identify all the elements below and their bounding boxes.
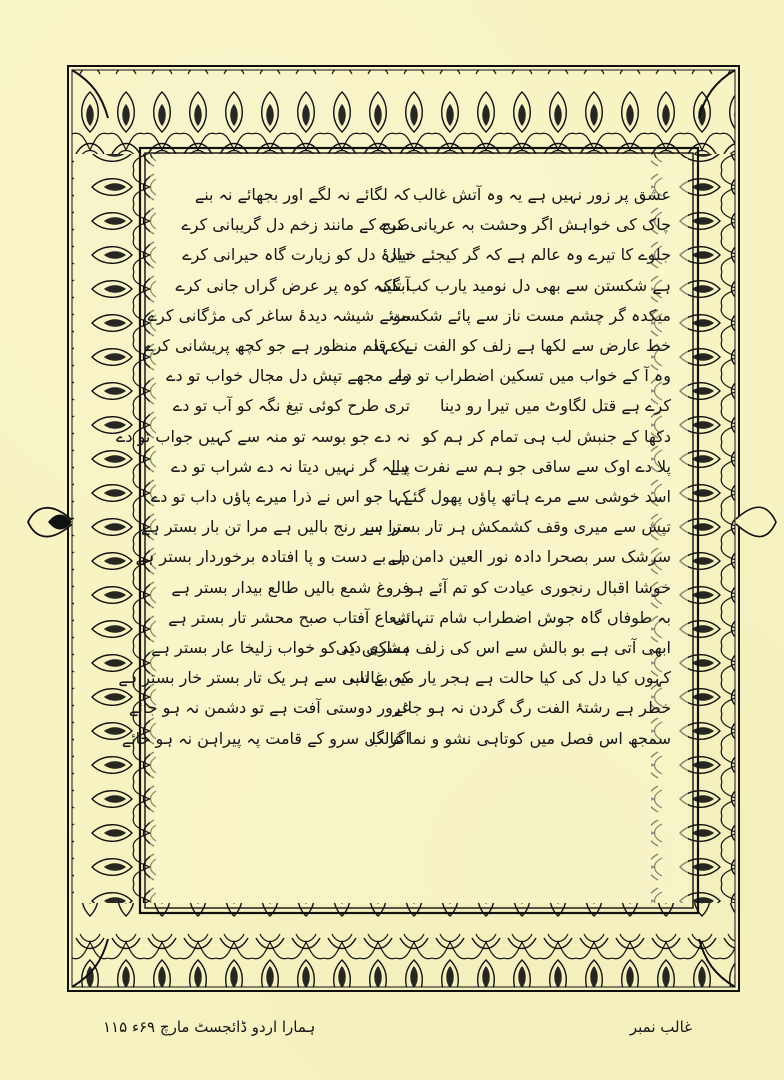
poem-line: غرور دوستی آفت ہے تو دشمن نہ ہو جائے (128, 698, 410, 718)
poem-line: جلوے کا تیرے وہ عالم ہے کہ گر کیجئے خیال (384, 245, 671, 265)
poem-line: تپش سے میری وقف کشمکش ہر تار بستر ہے (364, 517, 671, 537)
poem-line: چاک کی خواہش اگر وحشت بہ عریانی کرے (379, 215, 671, 235)
poem-line: دیدۂ دل کو زیارت گاہ حیرانی کرے (182, 245, 410, 265)
poem-panel (116, 158, 688, 903)
poem-line: اسد خوشی سے مرے ہاتھ پاؤں پھول گئے (403, 487, 671, 507)
footer-right-text: غالب نمبر (629, 1018, 692, 1036)
poem-line: میکدہ گر چشم مست ناز سے پائے شکست (390, 305, 671, 325)
poem-line: دل بے دست و پا افتادہ برخوردار بستر ہے (135, 547, 410, 567)
poem-line: کہ لگائے نہ لگے اور بجھائے نہ بنے (194, 185, 410, 204)
poem-line: فروغ شمع بالیں طالع بیدار بستر ہے (171, 577, 410, 597)
poem-line: سرشک سر بصحرا دادہ نور العین دامن ہے (387, 547, 671, 567)
poem-line: کہا جو اس نے ذرا میرے پاؤں داب تو دے (150, 487, 410, 507)
poem-line: آبگینہ کوہ پر عرض گراں جانی کرے (175, 275, 410, 295)
poem-line: شعاع آفتاب صبح محشر تار بستر ہے (168, 607, 410, 627)
poem-line: مرا سر رنج بالیں ہے مرا تن بار بستر ہے (141, 517, 410, 537)
footer-left-text: ہمارا اردو ڈائجسٹ مارچ ۶۹ء ۱۱۵ (103, 1018, 316, 1036)
poem-line: ابھی آتی ہے بو بالش سے اس کی زلف مشکیں کی (335, 638, 671, 658)
poem-line: کہوں کیا دل کی کیا حالت ہے ہجر یار میں غالب (349, 668, 671, 688)
poem-line: کرے ہے قتل لگاوٹ میں تیرا رو دینا (439, 396, 671, 416)
poem-line: اگر گل سرو کے قامت پہ پیراہن نہ ہو جائے (121, 728, 410, 748)
poem-line: نہ دے جو بوسہ تو منہ سے کہیں جواب تو دے (116, 426, 410, 446)
poem-line: خط عارض سے لکھا ہے زلف کو الفت نے عہد (371, 336, 671, 356)
poem-line: موئے شیشہ دیدۂ ساغر کی مژگانی کرے (147, 305, 410, 325)
poem-line: پلا دے اوک سے ساقی جو ہم سے نفرت ہے (390, 456, 671, 476)
poem-line: صبح کے مانند زخم دل گریبانی کرے (181, 215, 410, 235)
poem-line: خوشا اقبال رنجوری عیادت کو تم آئے ہو (406, 577, 671, 597)
poem-right-column (335, 180, 671, 754)
poem-line: ہے شکستن سے بھی دل نومید یارب کب تلک (377, 275, 671, 295)
poem-line: دکھا کے جنبش لب ہی تمام کر ہم کو (422, 426, 671, 446)
poem-line: عشق پر زور نہیں ہے یہ وہ آتش غالب (413, 185, 671, 204)
poem-line: کہ بے تابی سے ہر یک تار بستر خار بستر ہے (118, 668, 410, 688)
poem-line: یک قلم منظور ہے جو کچھ پریشانی کرے (144, 336, 410, 356)
poem-left-column (116, 180, 410, 754)
poem-line: ہماری دید کو خواب زلیخا عار بستر ہے (151, 638, 410, 658)
poem-line: ولے مجھے تپش دل مجال خواب تو دے (166, 366, 410, 386)
poem-line: خطر ہے رشتۂ الفت رگ گردن نہ ہو جائے (393, 698, 671, 718)
poem-line: سمجھ اس فصل میں کوتاہی نشو و نما غالب (368, 728, 671, 748)
poem-line: تری طرح کوئی تیغ نگہ کو آب تو دے (172, 396, 410, 416)
poem-line: بہ طوفاں گاہ جوش اضطراب شام تنہائی (392, 607, 671, 627)
poem-line: پیالہ گر نہیں دیتا نہ دے شراب تو دے (171, 456, 410, 476)
poem-line: وہ آ کے خواب میں تسکین اضطراب تو دے (395, 366, 671, 386)
